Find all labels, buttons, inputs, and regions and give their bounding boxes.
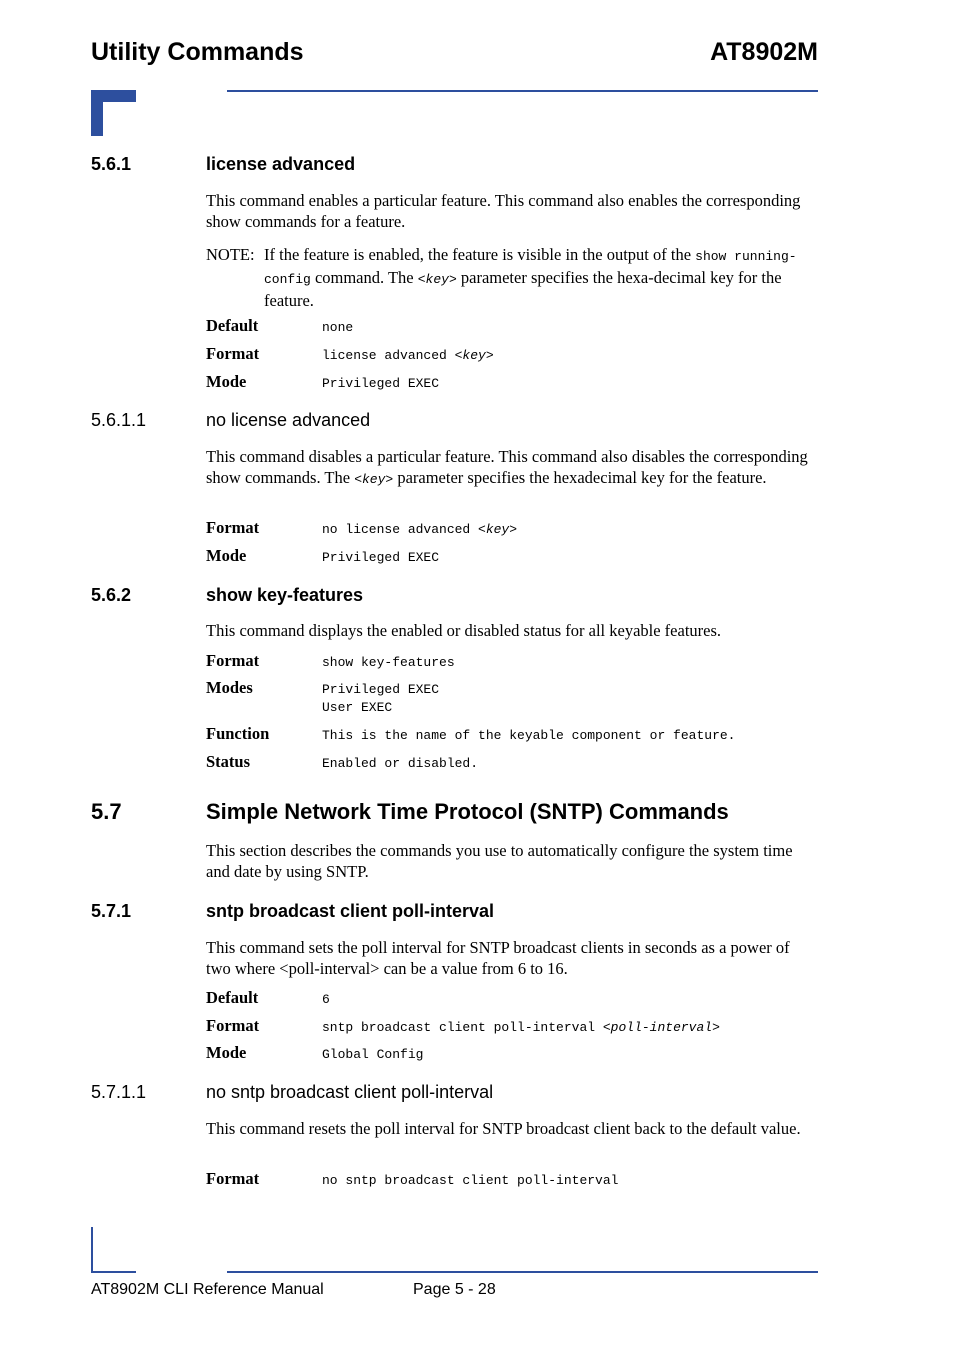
value-mode: Global Config	[322, 1047, 424, 1062]
label-mode: Mode	[206, 1043, 247, 1062]
label-format: Format	[206, 1016, 260, 1035]
heading-number: 5.6.1	[91, 154, 132, 174]
heading-title: sntp broadcast client poll-interval	[206, 901, 495, 921]
corner-mark-bottom-horizontal	[91, 1271, 136, 1273]
note-text: If the feature is enabled, the feature is visible in the output of the show running-config command. The <key> parameter specifies the hexa-decimal key for the feature.	[264, 245, 797, 310]
footer-rule	[227, 1271, 818, 1273]
label-mode: Mode	[206, 546, 247, 565]
heading-number: 5.7.1.1	[91, 1082, 147, 1102]
header-product-name: AT8902M	[710, 38, 818, 66]
label-format: Format	[206, 344, 260, 363]
value-format: license advanced <key>	[322, 348, 494, 363]
header-section-title: Utility Commands	[91, 38, 304, 66]
heading-number: 5.6.1.1	[91, 410, 147, 430]
heading-title: no sntp broadcast client poll-interval	[206, 1082, 494, 1102]
label-mode: Mode	[206, 372, 247, 391]
footer-page-number: Page 5 - 28	[413, 1281, 496, 1298]
note-label: NOTE:	[206, 245, 255, 264]
value-format: show key-features	[322, 655, 455, 670]
label-default: Default	[206, 988, 259, 1007]
footer-manual-title: AT8902M CLI Reference Manual	[91, 1281, 324, 1298]
label-modes: Modes	[206, 678, 253, 697]
note-license-advanced	[206, 244, 818, 311]
paragraph-sntp-poll-interval: This command sets the poll interval for SNTP broadcast clients in seconds as a power of two where <poll-interval> can be a value from 6 to 16.	[206, 938, 790, 978]
paragraph-no-sntp-poll-interval: This command resets the poll interval for SNTP broadcast client back to the default value.	[206, 1119, 801, 1138]
label-format: Format	[206, 651, 260, 670]
label-format: Format	[206, 518, 260, 537]
heading-title: Simple Network Time Protocol (SNTP) Commands	[206, 799, 729, 824]
value-mode: Privileged EXEC	[322, 550, 440, 565]
paragraph-no-license-advanced: This command disables a particular feature. This command also disables the corresponding show commands. The <key> parameter specifies the hexadecimal key for the feature.	[206, 447, 808, 487]
heading-number: 5.7	[91, 799, 122, 824]
label-function: Function	[206, 724, 270, 743]
heading-number: 5.7.1	[91, 901, 132, 921]
heading-title: license advanced	[206, 154, 356, 174]
label-default: Default	[206, 316, 259, 335]
value-default: none	[322, 320, 354, 335]
heading-title: show key-features	[206, 585, 364, 605]
value-format: no license advanced <key>	[322, 522, 518, 537]
heading-title: no license advanced	[206, 410, 371, 430]
paragraph-sntp-intro: This section describes the commands you use to automatically configure the system time and date by using SNTP.	[206, 841, 793, 881]
label-format: Format	[206, 1169, 260, 1188]
corner-mark-bottom	[91, 1227, 93, 1273]
value-function: This is the name of the keyable component or feature.	[322, 728, 736, 743]
value-format: no sntp broadcast client poll-interval	[322, 1173, 619, 1188]
value-modes: Privileged EXEC User EXEC	[322, 682, 440, 715]
label-status: Status	[206, 752, 251, 771]
corner-mark-top-horizontal	[91, 90, 136, 102]
value-format: sntp broadcast client poll-interval <poll-interval>	[322, 1020, 720, 1035]
value-default: 6	[322, 992, 330, 1007]
heading-number: 5.6.2	[91, 585, 132, 605]
paragraph-show-key-features: This command displays the enabled or disabled status for all keyable features.	[206, 621, 722, 640]
value-mode: Privileged EXEC	[322, 376, 440, 391]
value-status: Enabled or disabled.	[322, 756, 479, 771]
header-rule	[227, 90, 818, 92]
paragraph-license-advanced: This command enables a particular feature. This command also enables the corresponding show commands for a feature.	[206, 191, 801, 231]
